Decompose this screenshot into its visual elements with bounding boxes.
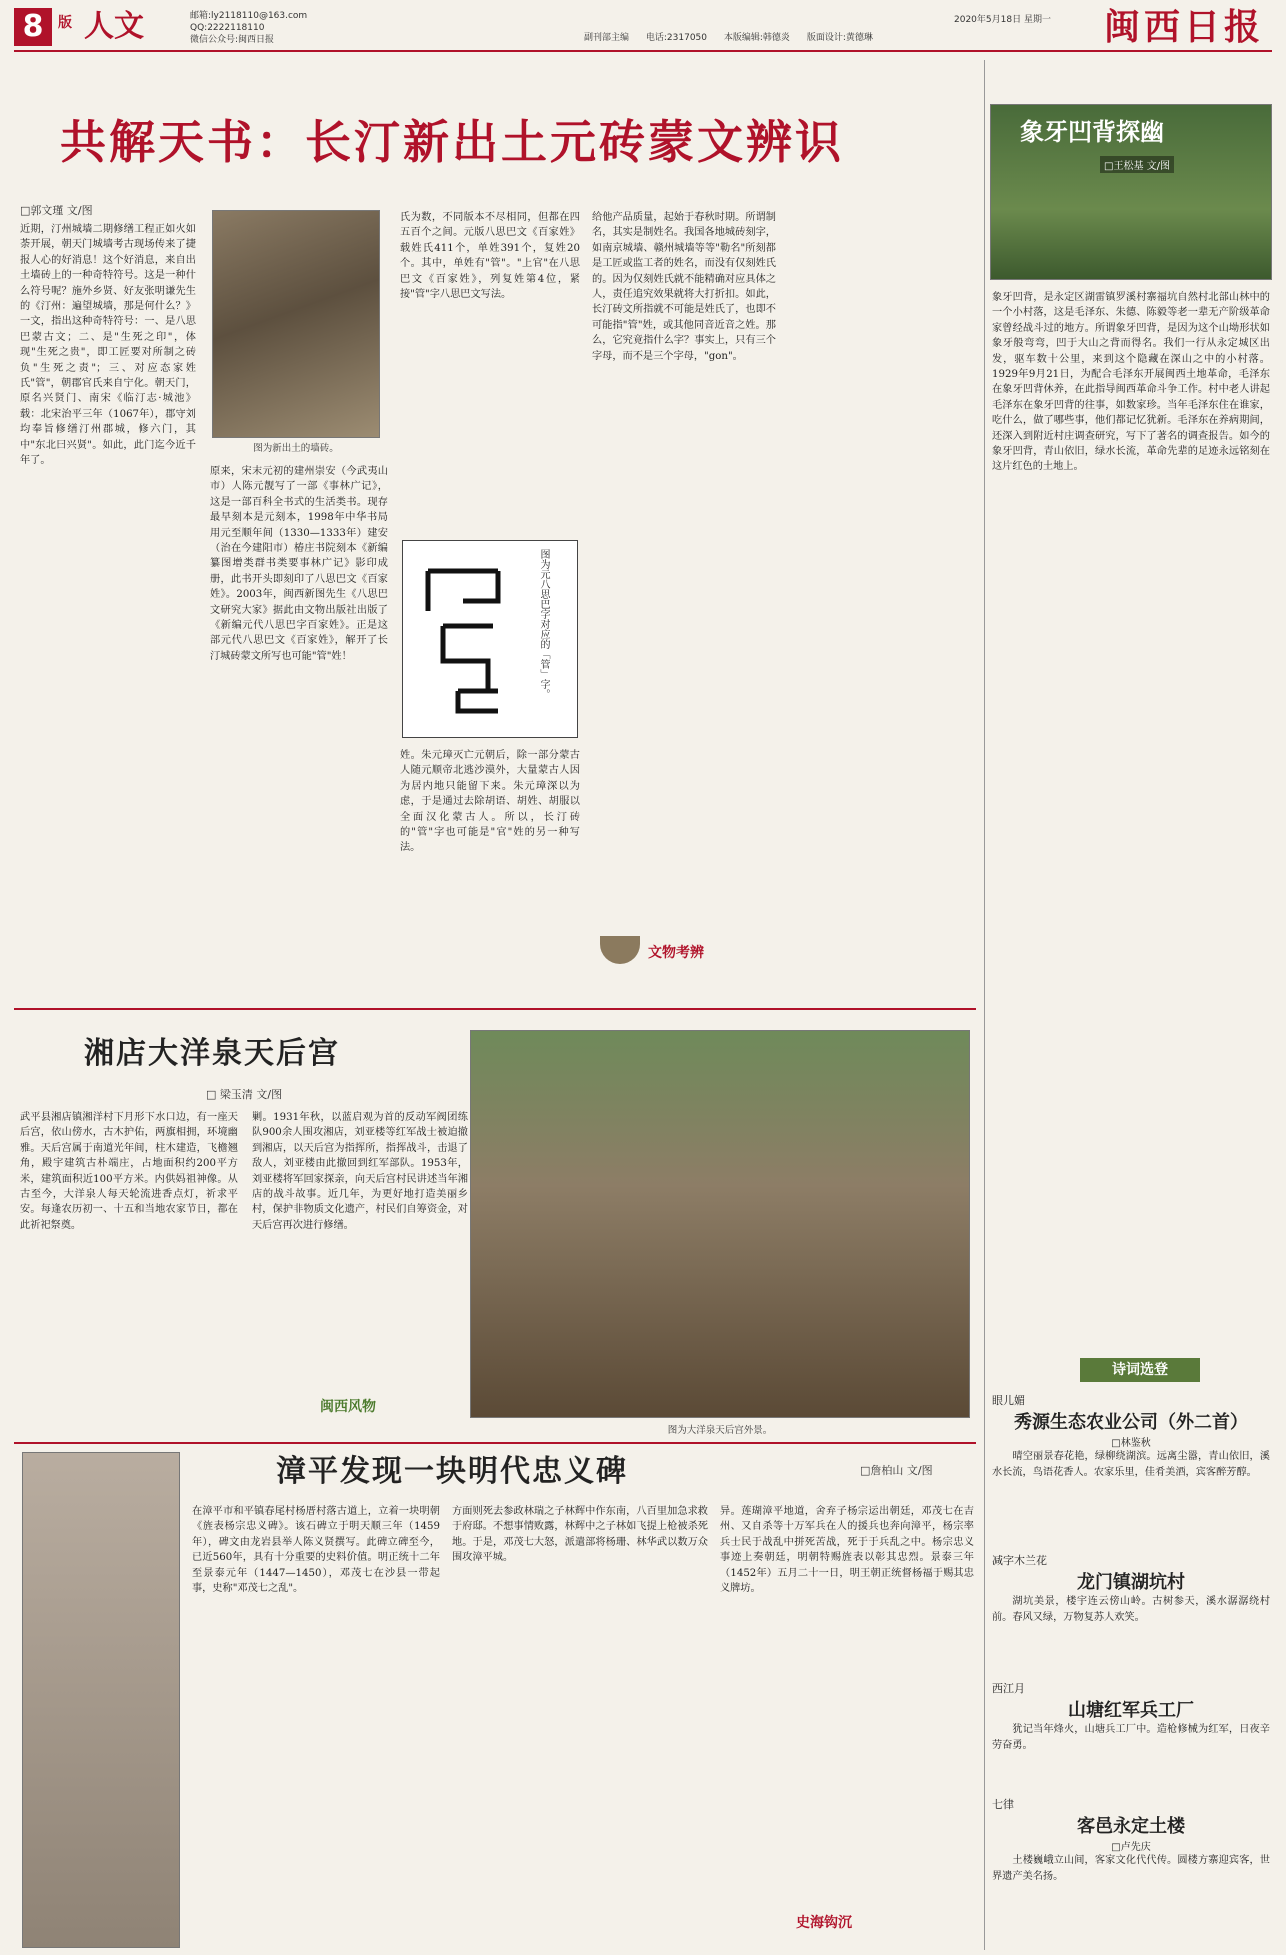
- glyph-caption: 图为元八思巴字对应的「管」字。: [538, 549, 549, 699]
- poem-2: [992, 1552, 1270, 1626]
- article3-title: 漳平发现一块明代忠义碑: [276, 1454, 628, 1489]
- poem-body: 晴空丽景春花艳，绿柳绕湖滨。远离尘嚣，青山依旧，溪水长流，鸟语花香人。农家乐里，佳肴美酒，宾客醉芳醇。: [992, 1451, 1270, 1478]
- email: 邮箱:ly2118110@163.com: [190, 11, 308, 21]
- poem-form: 减字木兰花: [992, 1554, 1047, 1567]
- poem-author: □林鉴秋: [1111, 1438, 1151, 1449]
- masthead: [14, 8, 1272, 52]
- poem-title: 山塘红军兵工厂: [1068, 1700, 1194, 1721]
- wechat: 微信公众号:闽西日报: [190, 35, 275, 45]
- contact-info: [190, 10, 307, 46]
- article3-stamp: 史海钩沉: [796, 1915, 852, 1931]
- qq: QQ:2222118110: [190, 23, 265, 33]
- brick-photo-caption: 图为新出土的墙砖。: [253, 443, 339, 454]
- article2-col1: 武平县湘店镇湘洋村下月形下水口边，有一座天后宫，依山傍水，古木护佑，两旗相拥，环境幽雅。天后宫属于南道光年间，柱木建造，飞檐翘角，殿宇建筑古朴端庄，占地面积约200平方米，建筑面积近100平方米。内供妈祖神像。从古至今，大洋泉人每天轮流进香点灯，祈求平安。每逢农历初一、十五和当地农家节日，都在此祈祀祭奠。: [20, 1112, 238, 1231]
- section-title: 人文: [84, 9, 144, 44]
- poem-body: 犹记当年烽火，山塘兵工厂中。造枪修械为红军，日夜辛劳奋勇。: [992, 1724, 1270, 1751]
- poem-form: 西江月: [992, 1682, 1025, 1695]
- poem-author: □卢先庆: [1111, 1842, 1151, 1853]
- article1-col1: 近期，汀州城墙二期修缮工程正如火如荼开展，朝天门城墙考古现场传来了捷报人心的好消息！这个好消息，来自出土墙砖上的一种奇特符号。这是一种什么符号呢？施外乡贤、好友张明谦先生的《汀州：遍望城墙，那是何什么？》一文，指出这种奇特符号：一、是八思巴蒙古文；二、是"生死之印"，体现"生死之贵"，即工匠要对所制之砖负"生死之责"；三、对应态家姓氏"管"，朝郡官氏来自宁化。朝天门，原名兴贤门、南宋《临汀志·城池》载：北宋治平三年（1067年），郡守刘均奉旨修缮汀州郡城，修六门，其中"东北曰兴贤"。如此，此门迄今近千年了。: [20, 224, 196, 467]
- article3-col3: 异。莲瑚漳平地道，舍弃子杨宗运出朝廷，邓茂七在吉州、又自杀等十万军兵在人的援兵也奔向漳平，杨宗率兵士民于战乱中拼死苦战，死于于兵乱之中。杨宗忠义事迹上奏朝廷，明朝特赐旌表以彰其忠烈。景泰三年（1452年）五月二十一日，明王朝正统督杨福于赐其忠义牌坊。: [720, 1506, 974, 1595]
- sidebar-title: 象牙凹背探幽: [1020, 118, 1164, 146]
- poem-3: [992, 1680, 1270, 1754]
- article2-byline: □ 梁玉清 文/图: [206, 1088, 283, 1101]
- article3-byline: □詹柏山 文/图: [860, 1464, 933, 1477]
- editor-info: [584, 30, 887, 43]
- stele-photo: [22, 1452, 180, 1948]
- sidebar-byline: □王松基 文/图: [1100, 156, 1174, 173]
- sidebar-body: 象牙凹背，是永定区湖雷镇罗溪村寨福坑自然村北部山林中的一个小村落，这是毛泽东、朱德、陈毅等老一辈无产阶级革命家曾经战斗过的地方。所谓象牙凹背，是因为这个山坳形状如象牙般弯弯，凹于大山之背而得名。我们一行从永定城区出发，驱车数十公里，来到这个隐藏在深山之中的小村落。1929年9月21日，为配合毛泽东开展闽西土地革命，毛泽东在象牙凹背休养，在此指导闽西革命斗争工作。村中老人讲起毛泽东在象牙凹背的往事，如数家珍。当年毛泽东住在谁家，吃什么，做了哪些事，他们都记忆犹新。毛泽东在养病期间，还深入到附近村庄调查研究，写下了著名的调查报告。如今的象牙凹背，青山依旧，绿水长流，革命先辈的足迹永远铭刻在这片红色的土地上。: [992, 292, 1270, 473]
- article1-col2: 原来，宋末元初的建州崇安（今武夷山市）人陈元靓写了一部《事林广记》，这是一部百科全书式的生活类书。现存最早刻本是元刻本，1998年中华书局用元至顺年间（1330—1333年）建安（治在今建阳市）椿庄书院刻本《新编纂图增类群书类要事林广记》影印成册，此书开头即刻印了八思巴文《百家姓》。2003年，闽西新图先生《八思巴文研究大家》据此由文物出版社出版了《新编元代八思巴字百家姓》。正是这部元代八思巴文《百家姓》，解开了长汀城砖蒙文所写也可能"管"姓！: [210, 466, 388, 662]
- phone: 电话:2317050: [645, 33, 708, 43]
- temple-photo: [470, 1030, 970, 1418]
- divider: [14, 1008, 976, 1010]
- article2-title: 湘店大洋泉天后宫: [84, 1036, 340, 1071]
- bowl-icon: [600, 936, 640, 964]
- article1-col3: 氏为数，不同版本不尽相同，但都在四五百个之间。元版八思巴文《百家姓》载姓氏411个，单姓391个，复姓20个。其中，单姓有"管"。"上官"在八思巴文《百家姓》，列复姓第4位，紧接"管"字八思巴文写法。: [400, 212, 580, 301]
- newspaper-logo: 闽西日报: [1104, 6, 1265, 48]
- article1-title: 共解天书：长汀新出土元砖蒙文辨识: [60, 115, 844, 169]
- poem-section-header: 诗词选登: [1080, 1358, 1200, 1382]
- article1-stamp: 文物考辨: [648, 945, 704, 961]
- issue-date: 2020年5月18日 星期一: [954, 15, 1051, 25]
- article3-col1: 在漳平市和平镇春尾村杨厝村落古道上，立着一块明朝《旌表杨宗忠义碑》。该石碑立于明天顺三年（1459年），碑文由龙岩县举人陈义贤撰写。此碑立碑至今，已近560年，具有十分重要的史料价值。明正统十二年至景泰元年（1447—1450），邓茂七在沙县一带起事，史称"邓茂七之乱"。: [192, 1506, 440, 1595]
- phags-pa-glyph-icon: [403, 541, 523, 731]
- article1-byline: □郭文瑾 文/图: [20, 204, 93, 217]
- temple-photo-caption: 图为大洋泉天后宫外景。: [667, 1425, 773, 1436]
- poem-body: 湖坑美景，楼宇连云傍山岭。古树参天，溪水潺潺绕村前。春风又绿，万物复苏人欢笑。: [992, 1596, 1270, 1623]
- designer: 版面设计:黄德琳: [806, 33, 873, 43]
- dept: 副刊部主编: [584, 33, 630, 43]
- brick-photo: [212, 210, 380, 438]
- poem-body: 土楼巍峨立山间，客家文化代代传。圆楼方寨迎宾客，世界遗产美名扬。: [992, 1855, 1270, 1882]
- page-number: 8: [14, 8, 52, 46]
- poem-title: 客邑永定土楼: [1077, 1816, 1185, 1837]
- editor: 本版编辑:韩德炎: [723, 33, 790, 43]
- article2-stamp: 闽西风物: [320, 1399, 376, 1415]
- article3-col2: 方面则死去参政林瑞之子林辉中作东南，八百里加急求救于府邸。不想事情败露，林辉中之子林如飞提上枪被杀死地。于是，邓茂七大怒，派遣部将杨珊、林华武以数万众围攻漳平城。: [452, 1506, 708, 1564]
- poem-4: [992, 1796, 1270, 1885]
- page-ban: 版: [58, 15, 72, 31]
- article1-col5: 给他产品质量，起始于春秋时期。所谓制名，其实是制姓名。我国各地城砖刻字，如南京城墙、赣州城墙等等"勒名"所刻都是工匠或监工者的姓名，而没有仅刻姓氏的。因为仅刻姓氏就不能精确对应具体之人，责任追究效果就将大打折扣。如此，长汀砖文所指就不可能是姓氏了，也即不可能指"管"姓，或其他同音近音之姓。那么，它究竟指什么字？事实上，只有三个字母，而不是三个字母，"gon"。: [592, 212, 776, 362]
- glyph-figure: [402, 540, 578, 738]
- sidebar-divider: [984, 60, 985, 1950]
- poem-title: 秀源生态农业公司（外二首）: [1014, 1412, 1248, 1433]
- poem-title: 龙门镇湖坑村: [1077, 1572, 1185, 1593]
- article2-col2: 剿。1931年秋，以蓝启观为首的反动军阀团练队900余人围攻湘店，刘亚楼等红军战士被迫撤到湘店，以天后宫为指挥所，指挥战斗，击退了敌人，刘亚楼由此撤回到红军部队。1953年，刘亚楼将军回家探亲，向天后宫村民讲述当年湘店的战斗故事。近几年，为更好地打造美丽乡村，保护非物质文化遗产，村民们自筹资金，对天后宫再次进行修缮。: [252, 1112, 468, 1231]
- divider: [14, 1442, 976, 1444]
- poem-form: 七律: [992, 1798, 1014, 1811]
- poem-1: [992, 1392, 1270, 1481]
- poem-form: 眼儿媚: [992, 1394, 1025, 1407]
- article1-col4: 姓。朱元璋灭亡元朝后，除一部分蒙古人随元顺帝北逃沙漠外，大量蒙古人因为居内地只能留下来。朱元璋深以为虑，于是通过去除胡语、胡姓、胡服以全面汉化蒙古人。所以，长汀砖的"管"字也可能是"官"姓的另一种写法。: [400, 750, 580, 854]
